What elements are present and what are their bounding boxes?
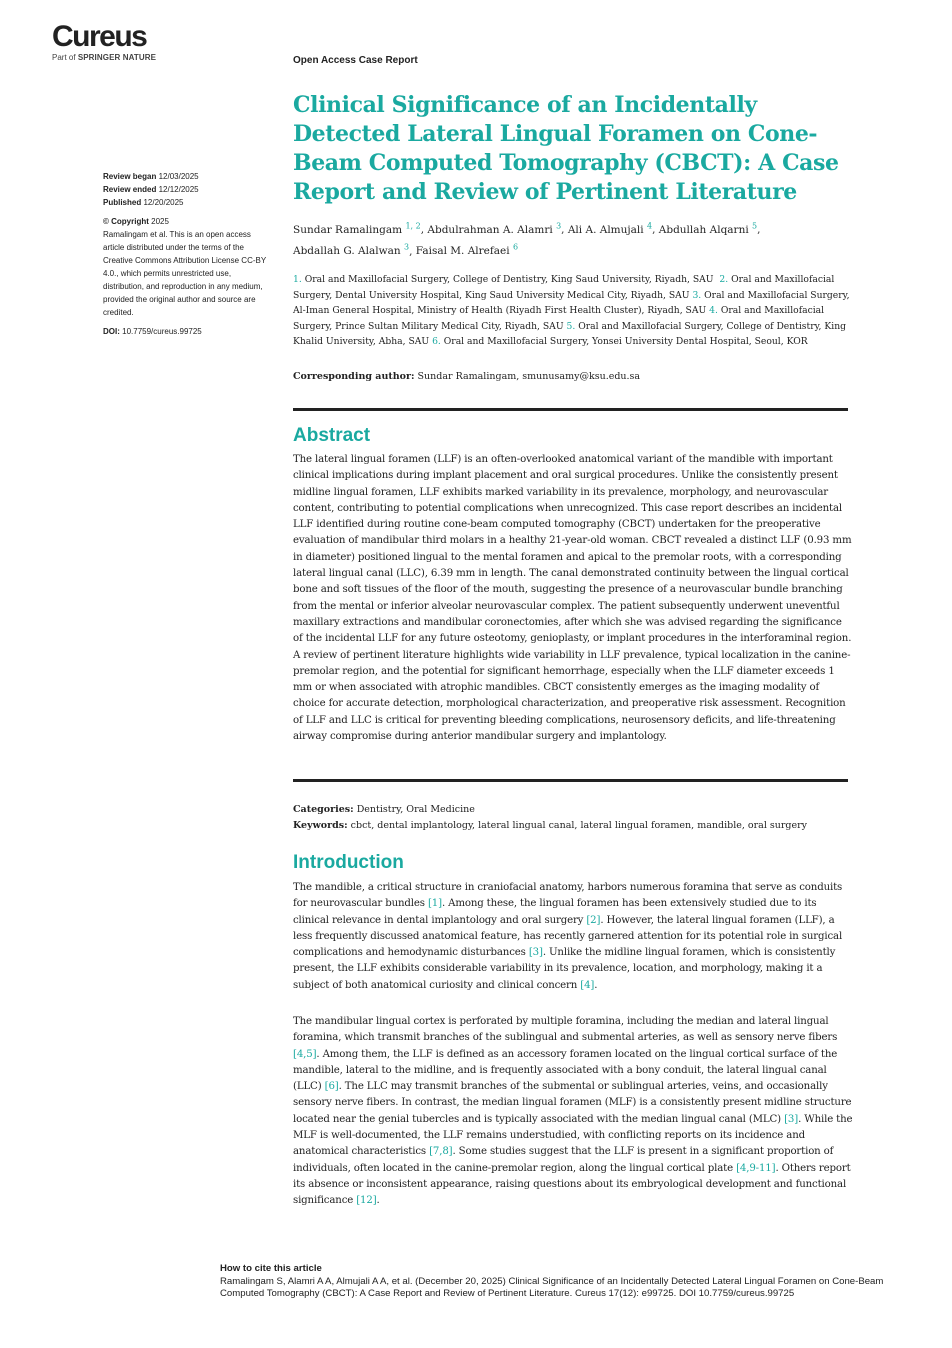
affiliation: Oral and Maxillofacial Surgery, College of Dentistry, King Saud University, Riyadh, SAU xyxy=(304,274,714,285)
section-divider xyxy=(293,408,848,411)
affiliation: Oral and Maxillofacial Surgery, Prince Sultan Military Medical City, Riyadh, SAU xyxy=(293,305,825,332)
paragraph-text: The mandibular lingual cortex is perforated by multiple foramina, including the median and lateral lingual foramina, which transmit branches of the sublingual and submental arteries, as well as sensory nerve fibers xyxy=(293,1016,838,1044)
paragraph-text: . The LLC may transmit branches of the submental or sublingual arteries, veins, and occasionally sensory nerve fibers. In contrast, the median lingual foramen (MLF) is a consistently present midline structure located near the genial tubercles and is typically associated with the median lingual canal (MLC) xyxy=(293,1081,852,1125)
reference-link[interactable]: [2] xyxy=(586,914,601,926)
article-title: Clinical Significance of an Incidentally Detected Lateral Lingual Foramen on Cone-Beam Computed Tomography (CBCT): A Case Report and Review of Pertinent Literature xyxy=(293,92,839,205)
paragraph-text: . Others report its absence or inconsistent appearance, raising questions about its embryological development and functional significance xyxy=(293,1162,851,1207)
abstract-text: The lateral lingual foramen (LLF) is an often-overlooked anatomical variant of the mandible with important clinical implications during implant placement and oral surgical procedures. Unlike the consistently present midline lingual foramen, LLF exhibits marked variability in its prevalence, morphology, and neurovascular content, contributing to potential complications when unrecognized. This case report describes an incidental LLF identified during routine cone-beam computed tomography (CBCT) undertaken for the preoperative evaluation of mandibular third molars in a healthy 21-year-old woman. CBCT revealed a distinct LLF (0.93 mm in diameter) positioned lingual to the mental foramen and apical to the premolar roots, with a corresponding lateral lingual canal (LLC), 6.39 mm in length. The canal demonstrated continuity between the lingual cortical bone and soft tissues of the floor of the mouth, suggesting the presence of a neurovascular bundle branching from the mental or inferior alveolar neurovascular complex. The patient subsequently underwent uneventful maxillary extractions and mandibular coronectomies, after which she was advised regarding the significance of the incidental LLF for any future osteotomy, genioplasty, or implant procedures in the interforaminal region. A review of pertinent literature highlights wide variability in LLF prevalence, typical localization in the canine-premolar region, and the potential for significant hemorrhage, especially when the LLF diameter exceeds 1 mm or when associated with atrophic mandibles. CBCT consistently emerges as the imaging modality of choice for accurate detection, morphological characterization, and preoperative risk assessment. Recognition of LLF and LLC is critical for preventing bleeding complications, neurosensory deficits, and life-threatening airway compromise during anterior mandibular surgery and implantology. xyxy=(293,454,852,743)
author[interactable]: Ali A. Almujali $^4$ xyxy=(567,221,653,236)
citation-label: How to cite this article xyxy=(220,1263,322,1274)
review-ended: Review ended 12/12/2025 xyxy=(103,185,199,194)
author[interactable]: Abdullah Alqarni $^5$ xyxy=(658,221,758,236)
categories-keywords xyxy=(293,802,853,834)
published-date: Published 12/20/2025 xyxy=(103,198,184,207)
reference-link[interactable]: [3] xyxy=(784,1113,799,1125)
reference-link[interactable]: [1] xyxy=(427,898,442,910)
paragraph-text: . Unlike the midline lingual foramen, which is consistently present, the LLF exhibits considerable variability in its prevalence, location, and morphology, making it a subject of both anatomical curiosity and clinical concern xyxy=(293,947,836,991)
author[interactable]: Abdallah G. Alalwan $^3$ xyxy=(293,242,410,257)
reference-link[interactable]: [4,9-11] xyxy=(736,1162,776,1174)
how-to-cite xyxy=(220,1263,910,1301)
reference-link[interactable]: [7,8] xyxy=(429,1146,453,1158)
paragraph-text: The mandible, a critical structure in craniofacial anatomy, harbors numerous foramina that serve as conduits for neurovascular bundles xyxy=(293,882,843,910)
introduction-paragraph xyxy=(293,1014,853,1210)
categories: Categories: Dentistry, Oral Medicine xyxy=(293,804,475,815)
reference-link[interactable]: [6] xyxy=(324,1081,339,1093)
logo-tagline: Part of SPRINGER NATURE xyxy=(52,53,157,62)
article-sidebar xyxy=(103,170,268,338)
paragraph-text: . Among these, the lingual foramen has been extensively studied due to its clinical relevance in dental implantology and oral surgery xyxy=(293,898,817,926)
affiliation-list: 1. Oral and Maxillofacial Surgery, College of Dentistry, King Saud University, Riyadh, SAU 2. Oral and Maxillofacial Surgery, Dental University Hospital, King Saud University Medical City, Riyadh, SAU 3. Oral and Maxillofacial Surgery, Al-Iman General Hospital, Ministry of Health (Riyadh First Health Cluster), Riyadh, SAU 4. Oral and Maxillofacial Surgery, Prince Sultan Military Medical City, Riyadh, SAU 5. Oral and Maxillofacial Surgery, College of Dentistry, King Khalid University, Abha, SAU 6. Oral and Maxillofacial Surgery, Yonsei University Dental Hospital, Seoul, KOR xyxy=(293,274,850,347)
author[interactable]: Sundar Ramalingam $^{1, 2}$ xyxy=(293,221,421,236)
reference-link[interactable]: [12] xyxy=(356,1195,377,1207)
corresponding-author: Corresponding author: Sundar Ramalingam, smunusamy@ksu.edu.sa xyxy=(293,371,641,382)
affiliation: Oral and Maxillofacial Surgery, Al-Iman General Hospital, Ministry of Health (Riyadh First Health Cluster), Riyadh, SAU xyxy=(293,289,850,316)
reference-link[interactable]: [4] xyxy=(580,979,595,991)
introduction-paragraph xyxy=(293,880,853,994)
paragraph-text: . Some studies suggest that the LLF is present in a significant proportion of individuals, often located in the canine-premolar region, along the lingual cortical plate xyxy=(293,1146,834,1174)
paragraph-text: . While the MLF is well-documented, the LLF remains understudied, with conflicting reports on its incidence and anatomical characteristics xyxy=(293,1113,853,1158)
affiliation: Oral and Maxillofacial Surgery, Dental University Hospital, King Saud University Medical City, Riyadh, SAU xyxy=(293,274,835,301)
license-text: Ramalingam et al. This is an open access article distributed under the terms of the Creative Commons Attribution License CC-BY 4.0., which permits unrestricted use, distribution, and reproduction in any medium, provided the original author and source are credited. xyxy=(103,230,267,317)
report-type: Open Access Case Report xyxy=(293,55,418,66)
affiliation: Oral and Maxillofacial Surgery, College of Dentistry, King Khalid University, Abha, SAU xyxy=(293,320,847,347)
introduction-heading: Introduction xyxy=(293,852,404,873)
paragraph-text: . However, the lateral lingual foramen (LLF), a less frequently discussed anatomical feature, has recently garnered attention for its potential role in surgical complications and hemodynamic disturbances xyxy=(293,914,843,959)
affiliation: Oral and Maxillofacial Surgery, Yonsei University Dental Hospital, Seoul, KOR xyxy=(443,336,808,347)
abstract-heading: Abstract xyxy=(293,425,371,446)
author-list: Sundar Ramalingam $^{1, 2}$, Abdulrahman A. Alamri $^3$, Ali A. Almujali $^4$, Abdullah Alqarni $^5$, Abdallah G. Alalwan $^3$, Faisal M. Alrefaei $^6$ xyxy=(293,221,761,257)
reference-link[interactable]: [3] xyxy=(528,947,543,959)
doi[interactable]: DOI: 10.7759/cureus.99725 xyxy=(103,327,202,336)
copyright: © Copyright 2025 xyxy=(103,217,169,226)
author[interactable]: Abdulrahman A. Alamri $^3$ xyxy=(427,221,562,236)
review-began: Review began 12/03/2025 xyxy=(103,172,199,181)
logo-wordmark: Cureus xyxy=(52,20,147,53)
section-divider xyxy=(293,779,848,782)
paragraph-text: . xyxy=(376,1195,380,1207)
keywords: Keywords: cbct, dental implantology, lateral lingual canal, lateral lingual foramen, mandible, oral surgery xyxy=(293,820,808,831)
citation-text: Ramalingam S, Alamri A A, Almujali A A, et al. (December 20, 2025) Clinical Significance of an Incidentally Detected Lateral Lingual Foramen on Cone-Beam Computed Tomography (CBCT): A Case Report and Review of Pertinent Literature. Cureus 17(12): e99725. DOI 10.7759/cureus.99725 xyxy=(220,1275,884,1299)
reference-link[interactable]: [4,5] xyxy=(293,1048,317,1060)
author[interactable]: Faisal M. Alrefaei $^6$ xyxy=(415,242,519,257)
paragraph-text: . Among them, the LLF is defined as an accessory foramen located on the lingual cortical surface of the mandible, lateral to the midline, and is frequently associated with a bony conduit, the lateral lingual canal (LLC) xyxy=(293,1048,838,1093)
paragraph-text: . xyxy=(594,979,598,991)
cureus-logo[interactable] xyxy=(52,22,156,63)
